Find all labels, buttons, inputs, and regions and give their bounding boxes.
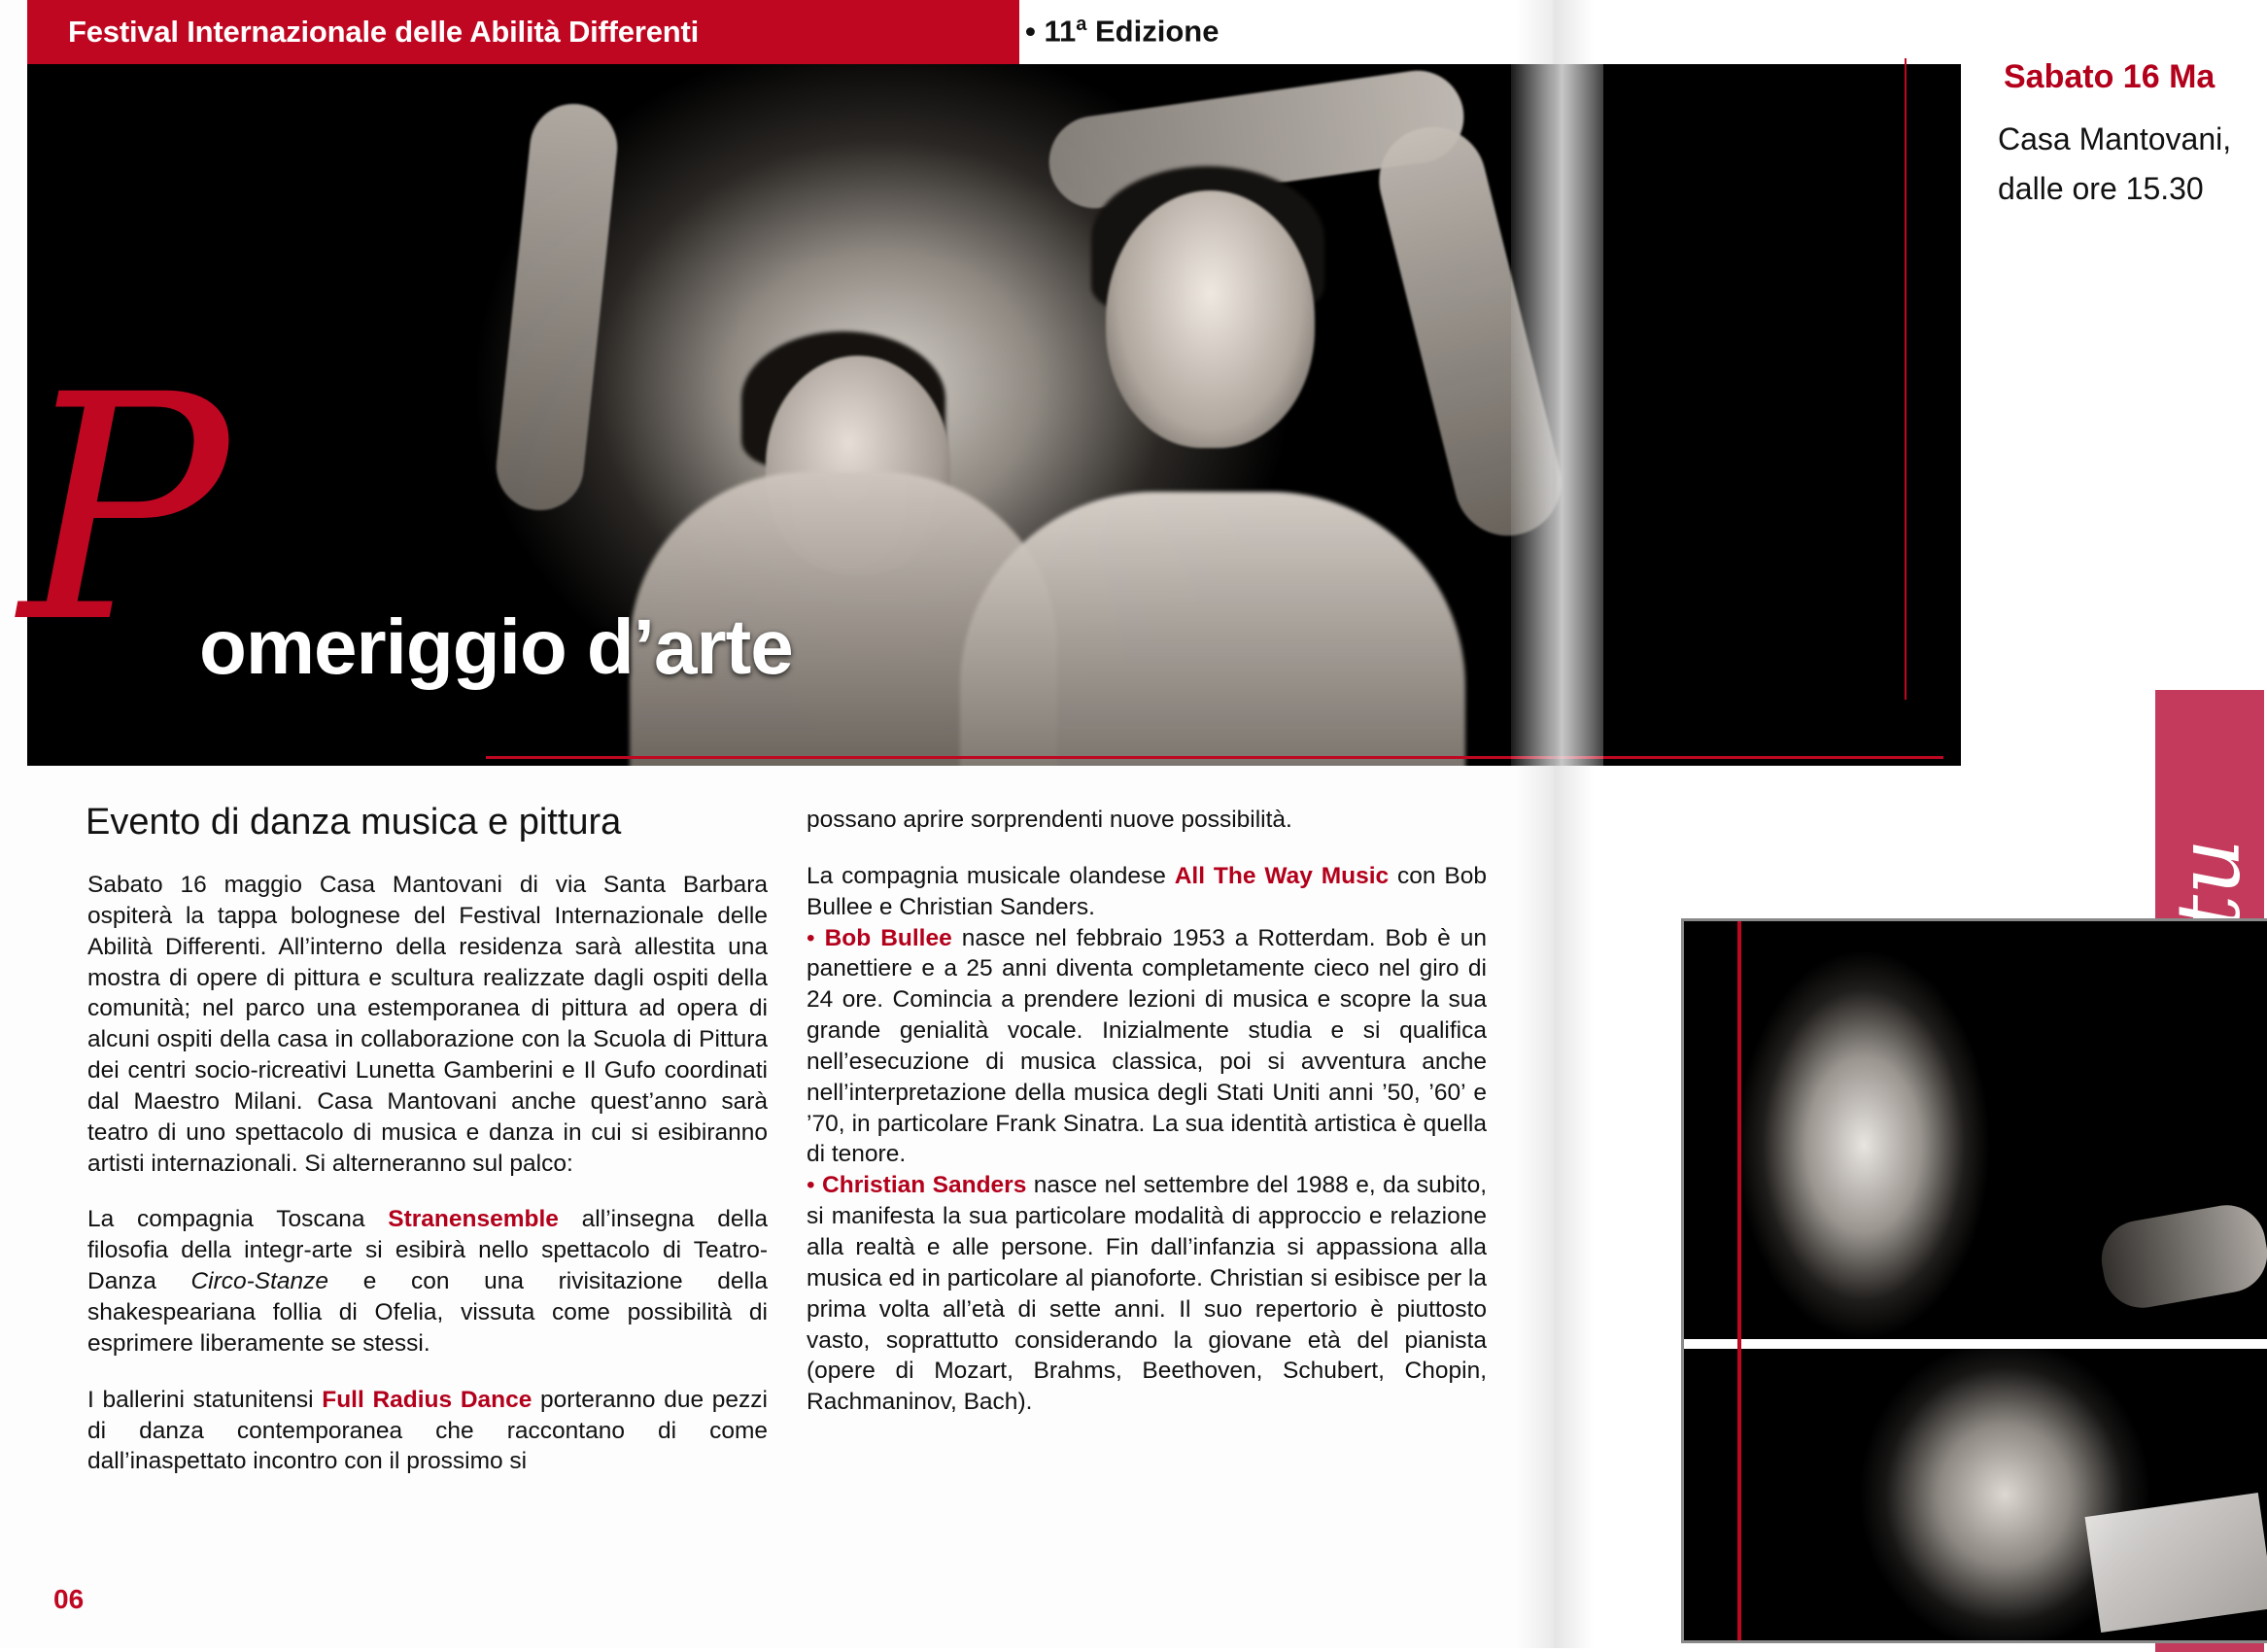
article-column-left: [87, 870, 768, 1477]
festival-title: Festival Internazionale delle Abilità Differenti: [68, 15, 700, 49]
company-all-the-way-music: All The Way Music: [1174, 862, 1390, 889]
hero-red-horizontal-rule: [486, 756, 1943, 759]
bullet-marker: •: [807, 1172, 823, 1199]
paragraph-intro: Sabato 16 maggio Casa Mantovani di via Santa Barbara ospiterà la tappa bolognese del Festival Internazionale delle Abilità Differenti. All’interno della residenza sarà allestita una mostra di opere di pittura e scultura realizzate dagli ospiti della comunità; nel parco una estemporanea di pittura ad opera di alcuni ospiti della casa in collaborazione con la Scuola di Pittura dei centri socio-ricreativi Lunetta Gamberini e Il Gufo coordinati dal Maestro Milani. Casa Mantovani anche quest’anno sarà teatro di uno spettacolo di musica e danza in cui si esibiranno artisti internazionali. Si alterneranno sul palco:: [87, 872, 768, 1177]
text-run: e con una rivisitazione della shakespeariana follia di Ofelia, vissuta come possibilità di esprimere liberamente se stessi.: [87, 1268, 768, 1357]
festival-header-bar: [27, 0, 1019, 64]
hero-red-vertical-rule: [1905, 58, 1906, 700]
paragraph-all-the-way-music: [807, 861, 1487, 923]
photo-red-rule: [1737, 921, 1741, 1640]
show-circo-stanze: Circo-Stanze: [190, 1268, 329, 1295]
edition-prefix: • 11: [1025, 14, 1077, 49]
event-venue: Casa Mantovani,: [1998, 121, 2232, 156]
photo-piano-detail: [2085, 1493, 2267, 1633]
text-run: I ballerini statunitensi: [87, 1386, 323, 1413]
paragraph-bob-bullee: [807, 923, 1487, 1171]
hero-figure-body-b: [960, 492, 1465, 766]
hero-figure-face-b: [1106, 190, 1315, 448]
hero-script-initial: P: [19, 329, 229, 691]
company-stranensemble: Stranensemble: [388, 1206, 559, 1233]
artist-christian-sanders: Christian Sanders: [822, 1172, 1027, 1199]
company-full-radius-dance: Full Radius Dance: [322, 1386, 532, 1413]
photo-collage: [1681, 918, 2267, 1643]
bullet-marker: •: [807, 924, 825, 951]
paragraph-christian-sanders: [807, 1170, 1487, 1418]
page-number: 06: [53, 1584, 85, 1614]
paragraph-continuation: possano aprire sorprendenti nuove possibilità.: [807, 807, 1292, 833]
text-run: La compagnia Toscana: [87, 1206, 389, 1233]
event-time: dalle ore 15.30: [1998, 171, 2204, 206]
paragraph-stranensemble: [87, 1204, 768, 1359]
article-title: Evento di danza musica e pittura: [86, 802, 622, 843]
edition-ordinal: a: [1076, 14, 1087, 35]
text-run: all’insegna della filosofia della integr-arte si esibirà nello spettacolo di Teatro-Danza: [87, 1206, 768, 1295]
text-run: nasce nel febbraio 1953 a Rotterdam. Bob è un panettiere e a 25 anni diventa completamente cieco nel giro di 24 ore. Comincia a prendere lezioni di musica e scopre la sua grande genialità vocale. Inizialmente studia e si qualifica nell’esecuzione di musica classica, poi si avventura anche nell’interpretazione della musica degli Stati Uniti anni ’50, ’60’ e ’70, in particolare Frank Sinatra. La sua identità artistica è quella di tenore.: [807, 924, 1487, 1168]
edition-suffix: Edizione: [1086, 14, 1219, 49]
article-column-right: [807, 805, 1487, 1418]
text-run: porteranno due pezzi di danza contemporanea che raccontano di come dall’inaspettato incontro con il prossimo si: [87, 1386, 768, 1475]
hero-rounded-corner: [1710, 64, 1961, 766]
event-date: Sabato 16 Ma: [2004, 58, 2215, 95]
text-run: nasce nel settembre del 1988 e, da subito, si manifesta la sua particolare modalità di approccio e relazione alla realtà e alle persone. Fin dall’infanzia si appassiona alla musica ed in particolare al pianoforte. Christian si esibisce per la prima volta all’età di sette anni. Il suo repertorio è piuttosto vasto, soprattutto considerando la giovane età del pianista (opere di Mozart, Brahms, Beethoven, Schubert, Chopin, Rachmaninov, Bach).: [807, 1172, 1487, 1416]
text-run: La compagnia musicale olandese: [807, 862, 1175, 889]
paragraph-full-radius: [87, 1385, 768, 1478]
hero-title: omeriggio d’arte: [199, 603, 793, 690]
edition-label: [1025, 14, 1219, 49]
text-run: con Bob Bullee e Christian Sanders.: [807, 862, 1487, 920]
artist-bob-bullee: Bob Bullee: [824, 924, 952, 951]
photo-divider: [1684, 1339, 2267, 1349]
